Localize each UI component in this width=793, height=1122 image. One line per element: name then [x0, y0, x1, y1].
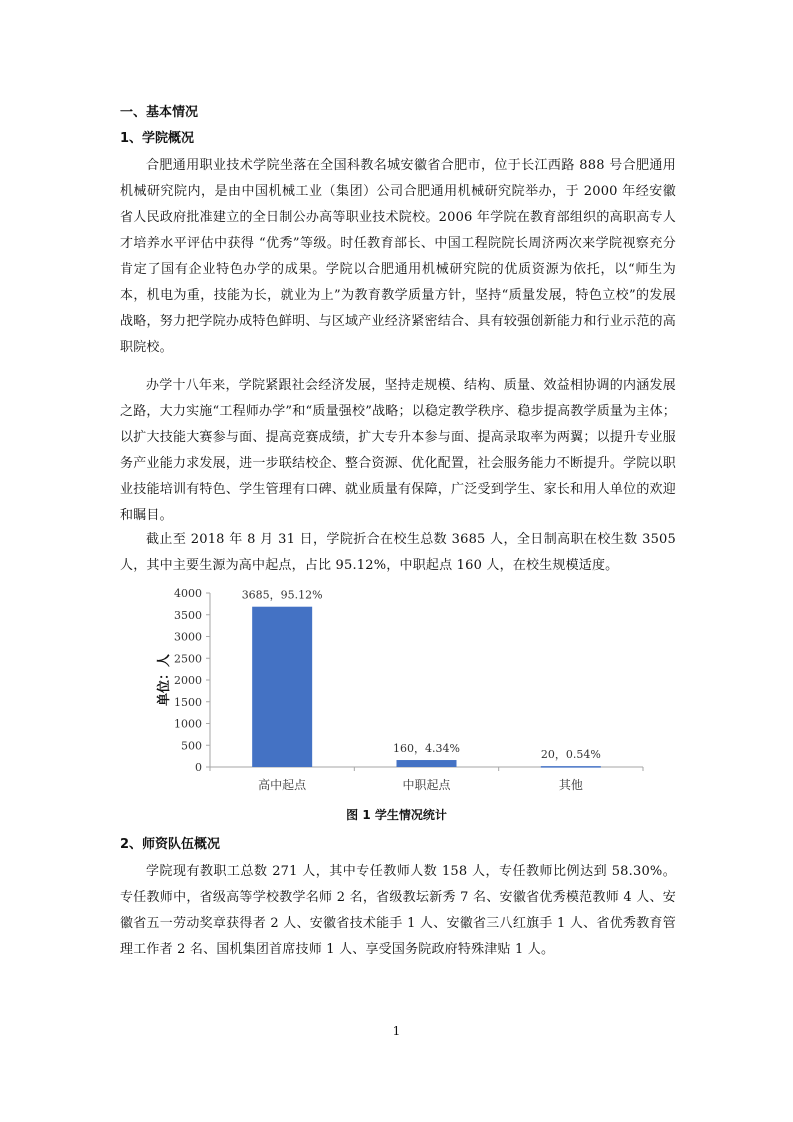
page-number: 1	[392, 1024, 401, 1038]
y-tick-label: 1000	[174, 717, 202, 731]
x-category-label: 中职起点	[402, 778, 451, 792]
x-category-label: 高中起点	[258, 778, 307, 792]
paragraph-development: 办学十八年来，学院紧跟社会经济发展，坚持走规模、结构、质量、效益相协调的内涵发展之路，大力实施“工程师办学”和“质量强校”战略；以稳定教学秩序、稳步提高教学质量为主体；以扩大技能大赛参与面、提高竞赛成绩，扩大专升本参与面、提高录取率为两翼；以提升专业服务产业能力求发展，进一步联结校企、整合资源、优化配置，社会服务能力不断提升。学院以职业技能培训有特色、学生管理有口碑、就业质量有保障，广泛受到学生、家长和用人单位的欢迎和瞩目。	[120, 378, 676, 523]
data-label: 3685，95.12%	[241, 588, 323, 602]
paragraph-faculty: 学院现有教职工总数 271 人，其中专任教师人数 158 人，专任教师比例达到 58.30%。专任教师中，省级高等学校教学名师 2 名，省级教坛新秀 7 名、安徽省优秀模范教师 4 人、安徽省五一劳动奖章获得者 2 人、安徽省技术能手 1 人、安徽省三八红旗手 1 人、省优秀教育管理工作者 2 名、国机集团首席技师 1 人、享受国务院政府特殊津贴 1 人。	[120, 864, 676, 957]
bar-2	[397, 760, 457, 767]
bar-3	[541, 766, 601, 768]
data-label: 20，0.54%	[540, 748, 601, 762]
y-axis-label: 单位：人	[157, 653, 172, 707]
y-tick-label: 3500	[174, 608, 202, 622]
y-tick-label: 500	[181, 739, 202, 753]
subsection-heading-college-overview: 1、学院概况	[120, 131, 195, 146]
subsection-heading-faculty: 2、师资队伍概况	[120, 837, 221, 852]
figure-caption: 图 1 学生情况统计	[346, 808, 447, 822]
section-heading: 一、基本情况	[120, 105, 199, 120]
paragraph-college-intro: 合肥通用职业技术学院坐落在全国科教名城安徽省合肥市，位于长江西路 888 号合肥通用机械研究院内，是由中国机械工业（集团）公司合肥通用机械研究院举办，于 2000 年经安徽省人民政府批准建立的全日制公办高等职业技术院校。2006 年学院在教育部组织的高职高专人才培养水平评估中获得 “优秀”等级。时任教育部长、中国工程院院长周济两次来学院视察充分肯定了国有企业特色办学的成果。学院以合肥通用机械研究院的优质资源为依托，以“师生为本，机电为重，技能为长，就业为上”为教育教学质量方针，坚持“质量发展，特色立校”的发展战略，努力把学院办成特色鲜明、与区域产业经济紧密结合、具有较强创新能力和行业示范的高职院校。	[120, 158, 676, 355]
data-label: 160，4.34%	[393, 742, 460, 756]
student-statistics-chart	[150, 583, 650, 803]
y-tick-label: 3000	[174, 630, 202, 644]
y-tick-label: 2500	[174, 652, 202, 666]
y-tick-label: 2000	[174, 674, 202, 687]
x-category-label: 其他	[558, 778, 583, 792]
paragraph-enrollment: 截止至 2018 年 8 月 31 日，学院折合在校生总数 3685 人，全日制高职在校生数 3505 人，其中主要生源为高中起点，占比 95.12%，中职起点 160 人，在校生规模适度。	[120, 532, 676, 573]
y-tick-label: 4000	[174, 587, 202, 600]
y-tick-label: 0	[195, 761, 202, 774]
bar-1	[252, 607, 312, 767]
y-tick-label: 1500	[174, 695, 202, 709]
